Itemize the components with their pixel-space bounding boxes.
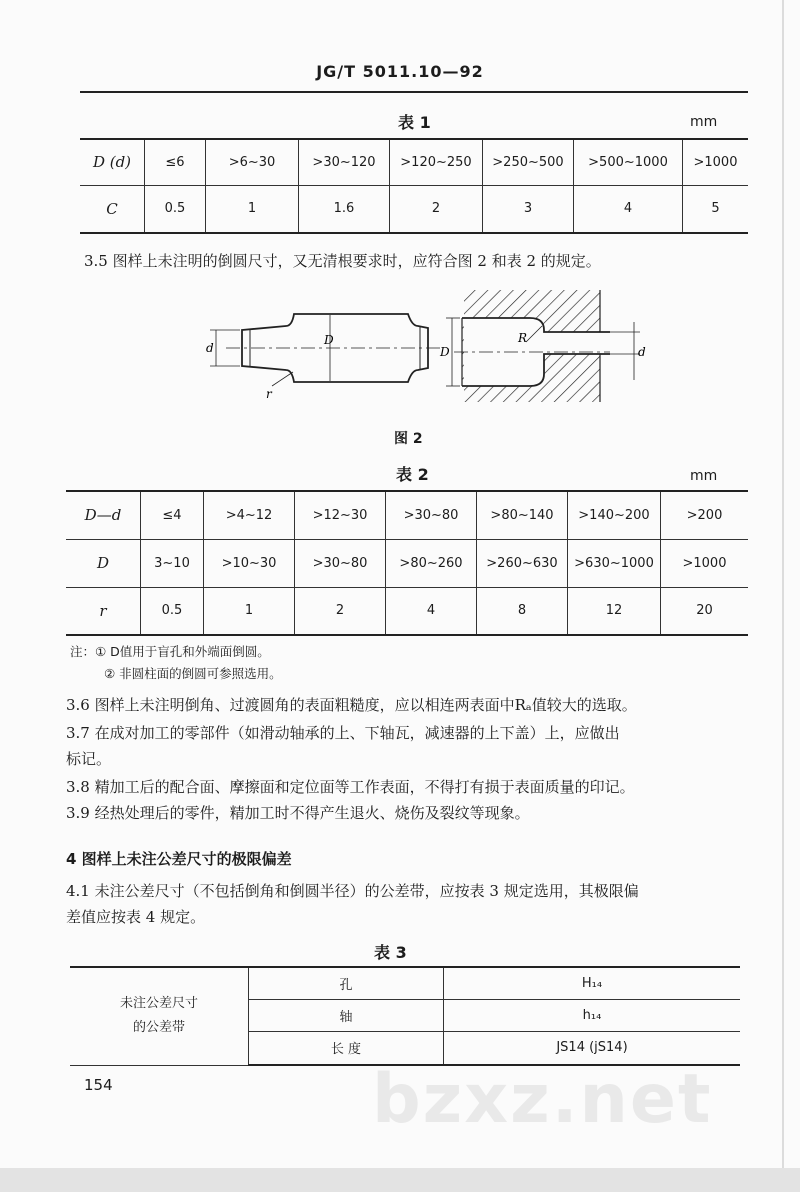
table1-row-c	[80, 185, 748, 233]
table3-label-line1: 未注公差尺寸	[119, 996, 198, 1012]
standard-code-header: JG/T 5011.10—92	[316, 62, 484, 81]
scan-bottom-band	[0, 1168, 800, 1192]
table2-cell: 2	[295, 587, 386, 635]
table2-row	[66, 491, 748, 539]
table1-cell: >500~1000	[574, 139, 683, 185]
page-number: 154	[84, 1076, 113, 1094]
section-4-title: 4 图样上未注公差尺寸的极限偏差	[66, 850, 292, 868]
fig-label-r: r	[266, 387, 272, 401]
note-2: ② 非圆柱面的倒圆可参照选用。	[104, 666, 282, 681]
table2-cell: 20	[661, 587, 749, 635]
table3-label-cell	[70, 967, 249, 1065]
paragraph-3-8: 3.8 精加工后的配合面、摩擦面和定位面等工作表面，不得打有损于表面质量的印记。	[66, 778, 635, 796]
table2-cell: 1	[204, 587, 295, 635]
table1-cell: 5	[683, 185, 749, 233]
fig-label-d-hole: d	[638, 345, 646, 359]
table3-cell: h₁₄	[444, 999, 741, 1031]
note-1: 注：① D值用于盲孔和外端面倒圆。	[70, 644, 270, 659]
table1-cell: >1000	[683, 139, 749, 185]
paragraph-4-1: 4.1 未注公差尺寸（不包括倒角和倒圆半径）的公差带，应按表 3 规定选用，其极限偏	[66, 882, 639, 900]
table2-cell: >1000	[661, 539, 749, 587]
table2-cell: r	[66, 587, 141, 635]
table1-unit: mm	[690, 114, 718, 130]
table2-cell: 12	[568, 587, 661, 635]
table2-cell: >30~80	[386, 491, 477, 539]
table3-row	[70, 967, 740, 999]
scan-edge	[782, 0, 784, 1168]
fig-label-d-shaft: d	[206, 341, 214, 355]
table1-cell: >120~250	[390, 139, 483, 185]
shaft-drawing	[210, 314, 440, 386]
table2-cell: D—d	[66, 491, 141, 539]
table2-cell: 4	[386, 587, 477, 635]
watermark: bzxz.net	[372, 1060, 713, 1139]
table2-cell: >4~12	[204, 491, 295, 539]
paragraph-3-6: 3.6 图样上未注明倒角、过渡圆角的表面粗糙度，应以相连两表面中Rₐ值较大的选取。	[66, 696, 637, 714]
table1-cell: 4	[574, 185, 683, 233]
table2-cell: >200	[661, 491, 749, 539]
table1-cell: >30~120	[299, 139, 390, 185]
table2-cell: >30~80	[295, 539, 386, 587]
table2-cell: >80~260	[386, 539, 477, 587]
table2-cell: >140~200	[568, 491, 661, 539]
figure2-caption: 图 2	[394, 431, 423, 447]
header-rule	[80, 91, 748, 93]
table1-cell: >6~30	[206, 139, 299, 185]
table1-cell: 2	[390, 185, 483, 233]
table2-cell: 3~10	[141, 539, 204, 587]
table2	[66, 490, 748, 636]
table3-cell: 长 度	[249, 1031, 444, 1065]
table1-cell: ≤6	[145, 139, 206, 185]
table1-cell: D (d)	[80, 139, 145, 185]
table3-cell: 轴	[249, 999, 444, 1031]
paragraph-3-9: 3.9 经热处理后的零件，精加工时不得产生退火、烧伤及裂纹等现象。	[66, 804, 530, 822]
table1-cell: 1	[206, 185, 299, 233]
table3-cell: 孔	[249, 967, 444, 999]
table1-caption: 表 1	[398, 113, 431, 132]
table2-row	[66, 587, 748, 635]
paragraph-3-5: 3.5 图样上未注明的倒圆尺寸，又无清根要求时，应符合图 2 和表 2 的规定。	[84, 252, 601, 270]
fig-label-R: R	[518, 331, 528, 345]
table3-cell: JS14 (jS14)	[444, 1031, 741, 1065]
table1-cell: 1.6	[299, 185, 390, 233]
table2-caption: 表 2	[396, 465, 429, 484]
table1-cell: >250~500	[483, 139, 574, 185]
hole-block-drawing	[446, 290, 640, 402]
fig-label-D-shaft: D	[324, 333, 334, 347]
paragraph-4-1-cont: 差值应按表 4 规定。	[66, 908, 206, 926]
table2-unit: mm	[690, 468, 718, 484]
table3	[70, 966, 740, 1066]
table2-cell: >10~30	[204, 539, 295, 587]
table2-cell: >260~630	[477, 539, 568, 587]
table2-cell: 0.5	[141, 587, 204, 635]
paragraph-3-7: 3.7 在成对加工的零部件（如滑动轴承的上、下轴瓦，减速器的上下盖）上，应做出	[66, 724, 620, 742]
table2-row	[66, 539, 748, 587]
table3-cell: H₁₄	[444, 967, 741, 999]
table2-cell: >630~1000	[568, 539, 661, 587]
table1-row-dd	[80, 139, 748, 185]
fig-label-D-hole: D	[440, 345, 450, 359]
table2-cell: D	[66, 539, 141, 587]
figure2-drawing	[190, 282, 670, 418]
table2-cell: >12~30	[295, 491, 386, 539]
table2-cell: >80~140	[477, 491, 568, 539]
table1-cell: 3	[483, 185, 574, 233]
table1	[80, 138, 748, 234]
table3-label-line2: 的公差带	[132, 1020, 185, 1036]
table1-cell: 0.5	[145, 185, 206, 233]
table2-cell: ≤4	[141, 491, 204, 539]
table3-caption: 表 3	[374, 943, 407, 962]
table1-cell: C	[80, 185, 145, 233]
paragraph-3-7-cont: 标记。	[66, 750, 112, 768]
table2-cell: 8	[477, 587, 568, 635]
